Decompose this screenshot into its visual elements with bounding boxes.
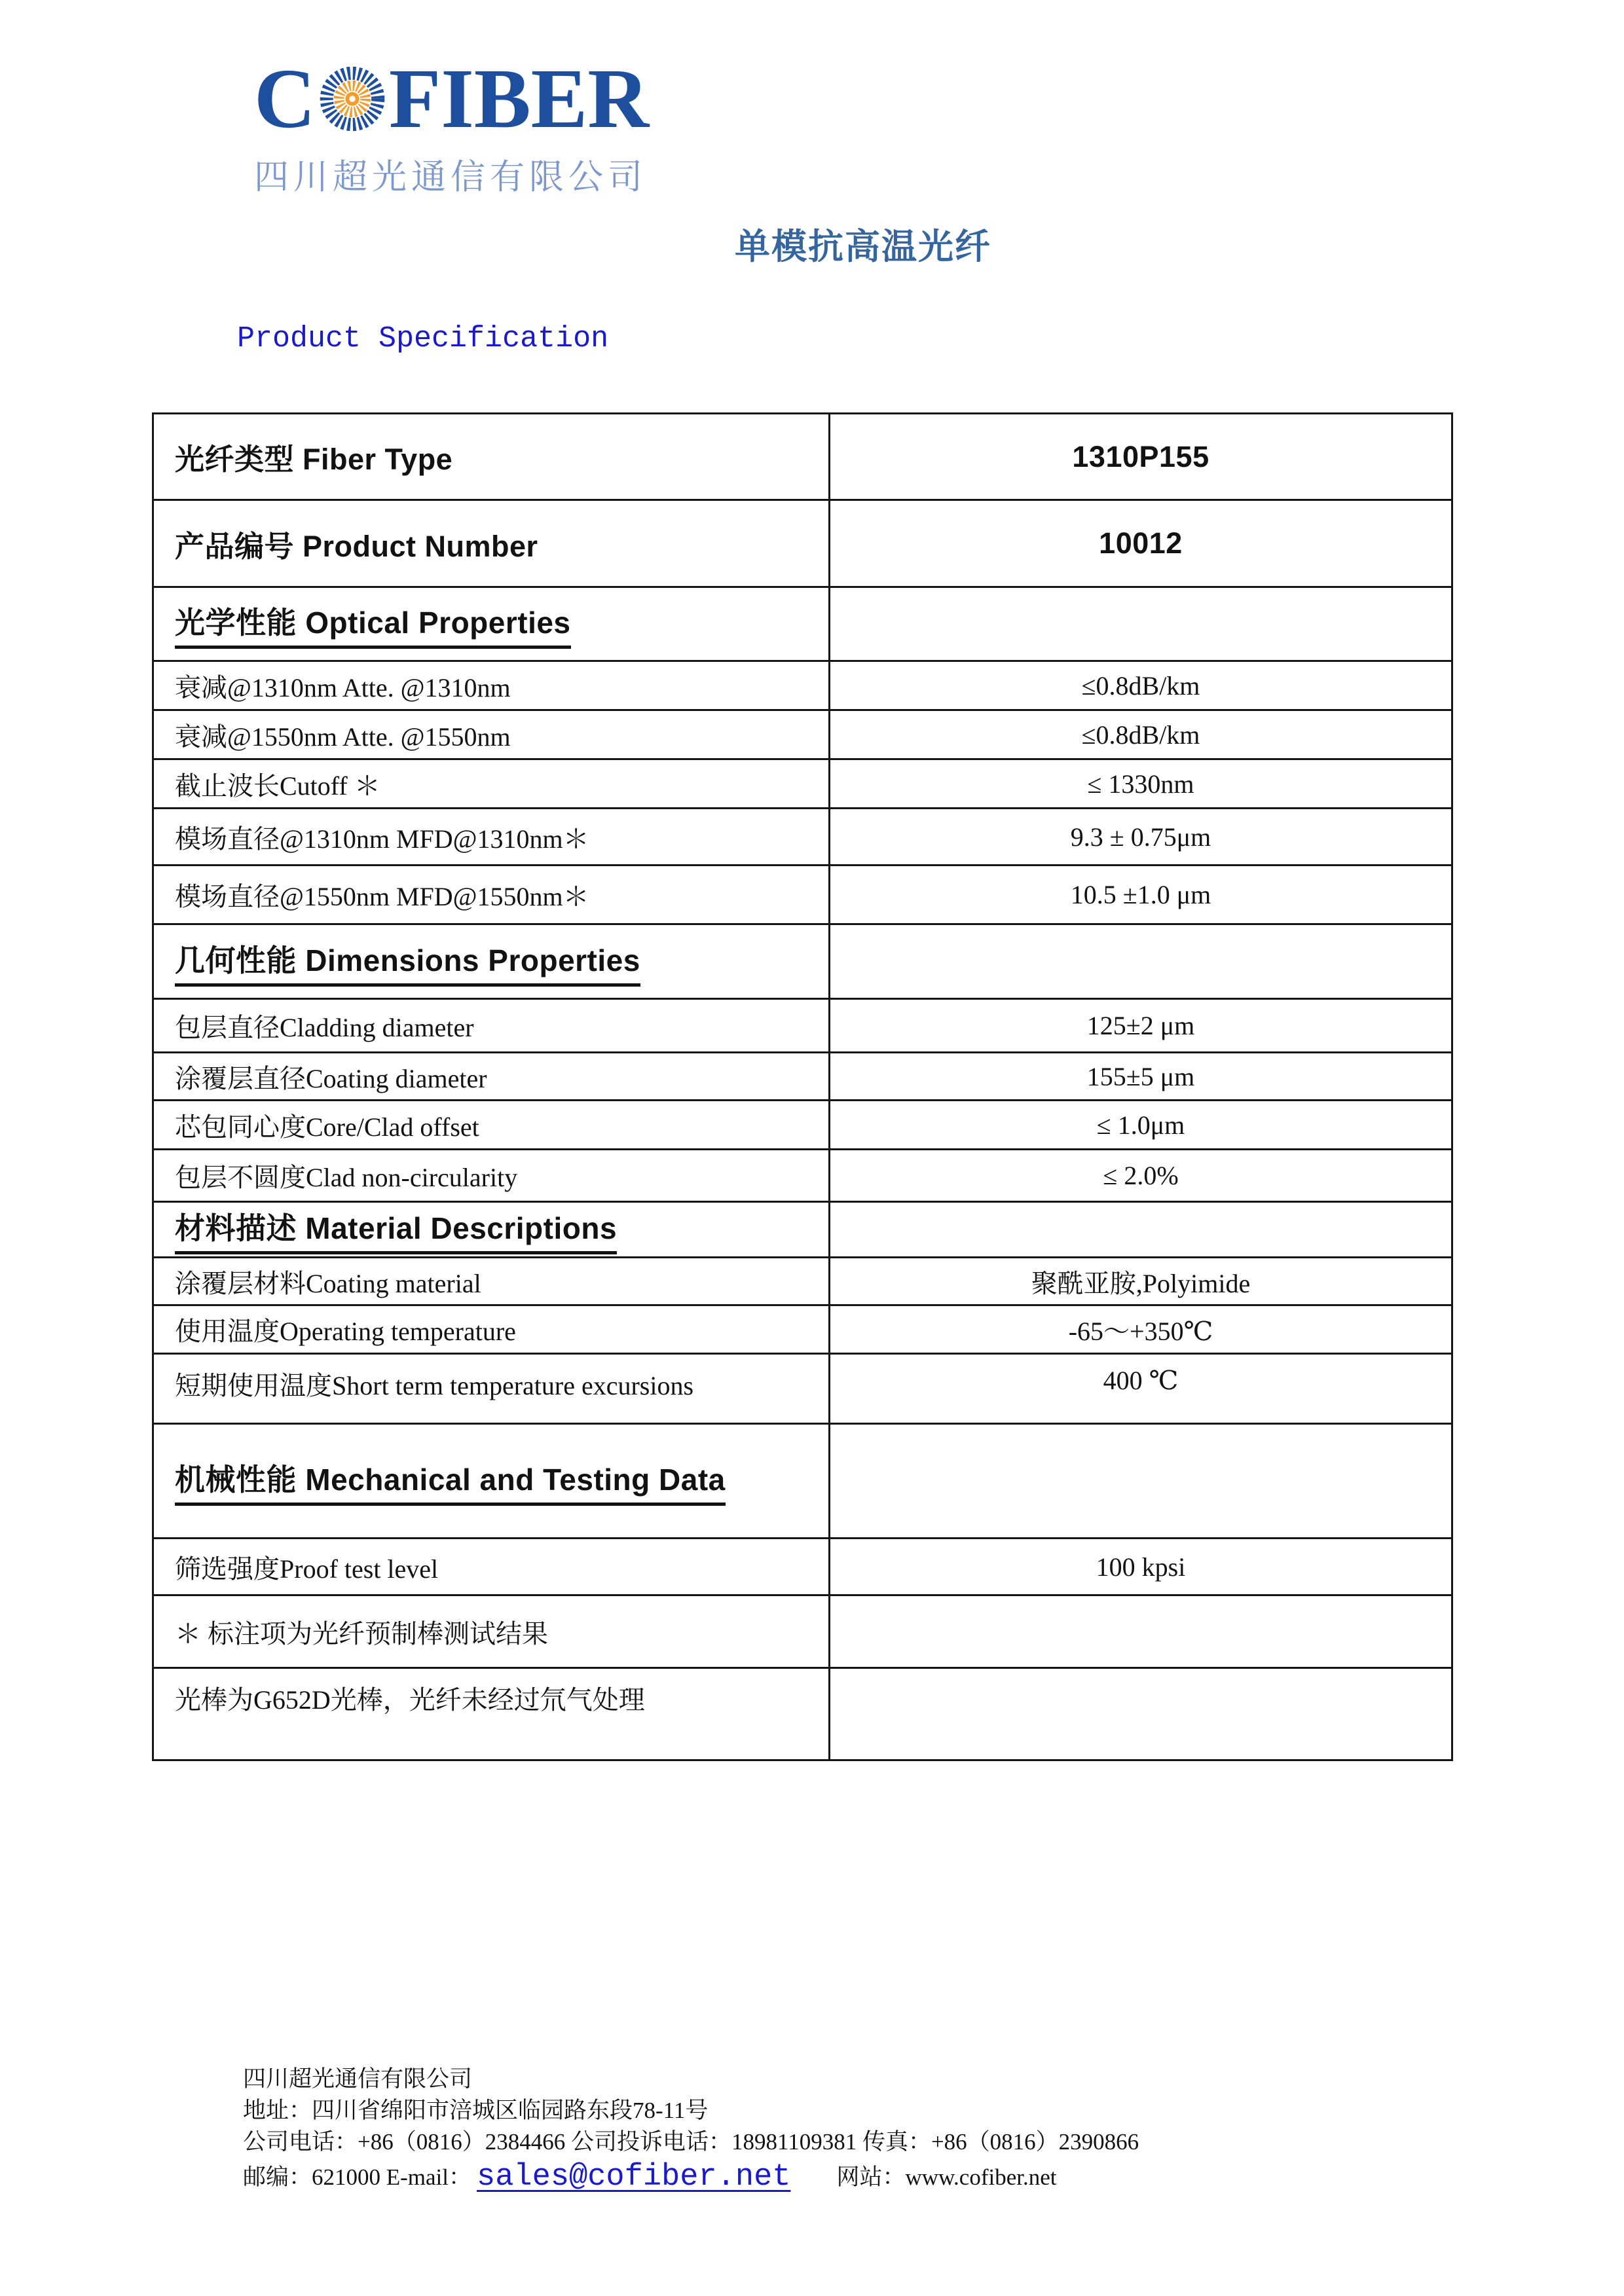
mfd-1550-label: 模场直径@1550nm MFD@1550nm＊ bbox=[153, 866, 830, 924]
coating-material-value: 聚酰亚胺,Polyimide bbox=[830, 1258, 1452, 1305]
coating-material-label: 涂覆层材料Coating material bbox=[153, 1258, 830, 1305]
row-note-preform bbox=[153, 1595, 1452, 1668]
brand-letter-c: C bbox=[254, 52, 316, 146]
attenuation-1310-label: 衰减@1310nm Atte. @1310nm bbox=[153, 661, 830, 710]
row-fiber-type bbox=[153, 414, 1452, 500]
note-preform-text: ＊ 标注项为光纤预制棒测试结果 bbox=[153, 1595, 830, 1668]
row-attenuation-1310 bbox=[153, 661, 1452, 710]
footer-website: 网站：www.cofiber.net bbox=[836, 2164, 1057, 2190]
cladding-diameter-label: 包层直径Cladding diameter bbox=[153, 999, 830, 1053]
clad-non-circularity-value: ≤ 2.0% bbox=[830, 1150, 1452, 1202]
footer-contact-line bbox=[243, 2162, 1139, 2193]
attenuation-1550-label: 衰减@1550nm Atte. @1550nm bbox=[153, 710, 830, 759]
brand-wordmark bbox=[254, 52, 650, 146]
note-g652d-text: 光棒为G652D光棒，光纤未经过氘气处理 bbox=[153, 1668, 830, 1760]
product-number-value: 10012 bbox=[830, 500, 1452, 587]
coating-diameter-label: 涂覆层直径Coating diameter bbox=[153, 1053, 830, 1101]
row-clad-non-circularity bbox=[153, 1150, 1452, 1202]
operating-temperature-label: 使用温度Operating temperature bbox=[153, 1305, 830, 1354]
cutoff-label: 截止波长Cutoff ＊ bbox=[153, 759, 830, 809]
cladding-diameter-value: 125±2 μm bbox=[830, 999, 1452, 1053]
section-mechanical-testing bbox=[153, 1424, 1452, 1539]
cutoff-value: ≤ 1330nm bbox=[830, 759, 1452, 809]
sunburst-logo-icon bbox=[318, 64, 387, 134]
row-product-number bbox=[153, 500, 1452, 587]
row-coating-material bbox=[153, 1258, 1452, 1305]
footer-phones: 公司电话：+86（0816）2384466 公司投诉电话：18981109381 传真：+86（0816）2390866 bbox=[243, 2129, 1139, 2155]
footer-postal-email-label: 邮编：621000 E-mail： bbox=[243, 2164, 471, 2190]
row-coating-diameter bbox=[153, 1053, 1452, 1101]
row-short-term-temperature bbox=[153, 1354, 1452, 1424]
row-cutoff-wavelength bbox=[153, 759, 1452, 809]
company-name-cn: 四川超光通信有限公司 bbox=[254, 158, 647, 196]
row-core-clad-offset bbox=[153, 1101, 1452, 1150]
operating-temperature-value: -65～+350℃ bbox=[830, 1305, 1452, 1354]
section-dimensions-properties bbox=[153, 924, 1452, 999]
product-number-label: 产品编号 Product Number bbox=[153, 500, 830, 587]
section-material-descriptions bbox=[153, 1202, 1452, 1258]
proof-test-level-value: 100 kpsi bbox=[830, 1539, 1452, 1595]
spec-table bbox=[152, 412, 1453, 1761]
footer-company: 四川超光通信有限公司 bbox=[243, 2066, 473, 2092]
row-mfd-1550 bbox=[153, 866, 1452, 924]
short-term-temperature-label: 短期使用温度Short term temperature excursions bbox=[153, 1354, 830, 1424]
company-logo bbox=[254, 52, 650, 199]
fiber-type-label: 光纤类型 Fiber Type bbox=[153, 414, 830, 500]
core-clad-offset-label: 芯包同心度Core/Clad offset bbox=[153, 1101, 830, 1150]
row-attenuation-1550 bbox=[153, 710, 1452, 759]
mfd-1310-value: 9.3 ± 0.75μm bbox=[830, 809, 1452, 866]
row-note-g652d bbox=[153, 1668, 1452, 1760]
product-specification-label: Product Specification bbox=[237, 322, 609, 355]
document-title: 单模抗高温光纤 bbox=[735, 227, 991, 266]
email-link[interactable]: sales@cofiber.net bbox=[477, 2160, 791, 2195]
core-clad-offset-value: ≤ 1.0μm bbox=[830, 1101, 1452, 1150]
coating-diameter-value: 155±5 μm bbox=[830, 1053, 1452, 1101]
row-mfd-1310 bbox=[153, 809, 1452, 866]
mfd-1550-value: 10.5 ±1.0 μm bbox=[830, 866, 1452, 924]
row-proof-test-level bbox=[153, 1539, 1452, 1595]
material-descriptions-heading: 材料描述 Material Descriptions bbox=[175, 1205, 617, 1254]
mfd-1310-label: 模场直径@1310nm MFD@1310nm＊ bbox=[153, 809, 830, 866]
footer bbox=[243, 2068, 1139, 2193]
clad-non-circularity-label: 包层不圆度Clad non-circularity bbox=[153, 1150, 830, 1202]
optical-properties-heading: 光学性能 Optical Properties bbox=[175, 599, 571, 649]
attenuation-1310-value: ≤0.8dB/km bbox=[830, 661, 1452, 710]
section-optical-properties bbox=[153, 587, 1452, 661]
row-cladding-diameter bbox=[153, 999, 1452, 1053]
footer-address: 地址：四川省绵阳市涪城区临园路东段78-11号 bbox=[243, 2098, 709, 2123]
fiber-type-value: 1310P155 bbox=[830, 414, 1452, 500]
brand-letters-rest: FIBER bbox=[388, 52, 650, 146]
mechanical-testing-heading: 机械性能 Mechanical and Testing Data bbox=[175, 1456, 726, 1506]
short-term-temperature-value: 400 ℃ bbox=[830, 1354, 1452, 1424]
row-operating-temperature bbox=[153, 1305, 1452, 1354]
attenuation-1550-value: ≤0.8dB/km bbox=[830, 710, 1452, 759]
dimensions-properties-heading: 几何性能 Dimensions Properties bbox=[175, 937, 640, 987]
proof-test-level-label: 筛选强度Proof test level bbox=[153, 1539, 830, 1595]
